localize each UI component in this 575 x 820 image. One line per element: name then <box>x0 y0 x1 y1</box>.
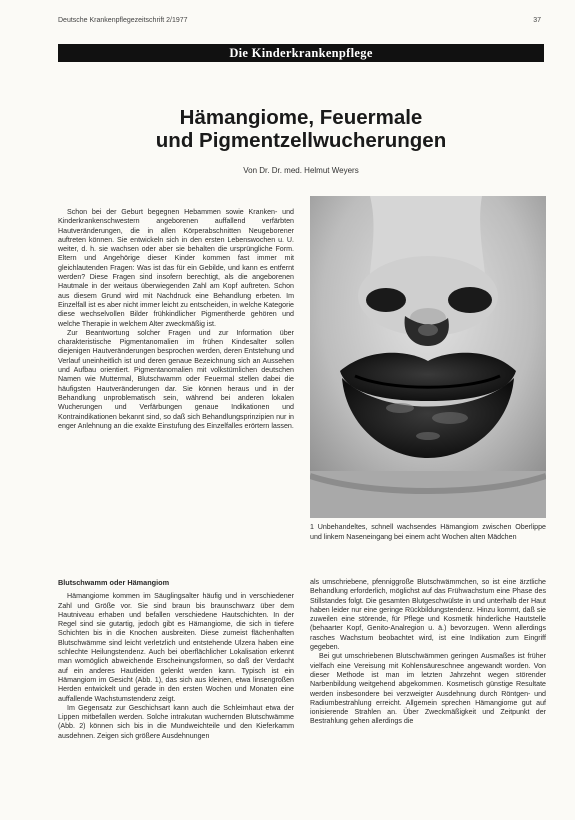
running-head <box>58 17 541 24</box>
article-title-line-2: und Pigmentzellwucherungen <box>155 129 447 152</box>
intro-paragraph-2: Zur Beantwortung solcher Fragen und zur Information über charakteristische Pigmentanomalien im frühen Kindesalter sollen diejenigen Hautveränderungen besprochen werden, deren Entstehung und Verlauf uneinheitlich ist und deren genaue Bezeichnung sich an Aussehen und Aufbau orientiert. Pigmentanomalien mit volkstümlichen deutschen Namen wie Muttermal, Blutschwamm oder Feuermal stellen dabei die häufigsten Hautveränderungen dar. Sie können heraus und in der Behandlung unproblematisch sein, während bei anderen lokalen Wucherungen und Verfärbungen genaue Indikationen und Kontraindikationen bekannt sind, so daß sich Behandlungsprinzipien nur in enger Anlehnung an die exakte Einstufung des Einzelfalles erörtern lassen. <box>58 328 294 430</box>
journal-name: Deutsche Krankenpflegezeitschrift 2/1977 <box>58 17 188 24</box>
intro-column <box>58 208 294 431</box>
figure-1-photo <box>310 196 546 518</box>
byline: Von Dr. Dr. med. Helmut Weyers <box>243 166 359 175</box>
right-paragraph-2: Bei gut umschriebenen Blutschwämmen geringen Ausmaßes ist früher vielfach eine Vereisung mit Kohlensäureschnee angewandt worden. Von dieser Methode ist man im letzten Jahrzehnt wegen störender Narbenbildung weitgehend abgekommen. Kosmetisch günstige Resultate werden insbesondere bei verzweigter Ausdehnung durch Röntgen- und Radiumbestrahlung erreicht. Allgemein sprechen Hämangiome gut auf ionisierende Strahlen an. Über Zweckmäßigkeit und Zeitpunkt der Bestrahlung gehen allerdings die <box>310 652 546 726</box>
article-title-line-1: Hämangiome, Feuermale <box>179 106 423 129</box>
face-photo-illustration <box>310 196 546 518</box>
article-title <box>58 106 544 152</box>
intro-paragraph-1: Schon bei der Geburt begegnen Hebammen sowie Kranken- und Kinderkrankenschwestern angeborenen auffallend verfärbten Hautveränderungen, die in allen Körperabschnitten Neugeborener auftreten können. Sie entwickeln sich in den ersten Lebenswochen u. U. weiter, d. h. sie wachsen oder aber sie behalten die ursprüngliche Form. Eltern und Angehörige dieser Kinder kommen fast immer mit gleichlautenden Fragen: Was ist das für ein Gebilde, und kann es entfernt werden? Diese Fragen sind insofern berechtigt, als die angeborenen Hautmale in der weitaus überwiegenden Zahl am Kopf auftreten. Schon aus diesem Grund wird mit Nachdruck eine Behandlung erbeten. Im Einzelfall ist es aber nicht immer leicht zu entscheiden, in welche Kategorie diese wechselvollen Bilder frühkindlicher Pigmentherde gehören und welche Therapie in welchem Alter zweckmäßig ist. <box>58 208 294 328</box>
section-banner-label: Die Kinderkrankenpflege <box>229 45 373 60</box>
section-paragraph-1: Hämangiome kommen im Säuglingsalter häufig und in verschiedener Zahl und Größe vor. Sie sind braun bis braunschwarz über dem Hautniveau erhaben und befallen verschiedene Hautschichten. In der Regel sind sie gutartig, jedoch gibt es Hämangiome, die sich in tiefere Schichten bis in die Knochen ausbreiten. Diese zumeist flächenhaften Blutschwämme sind leicht verletzlich und entstehende Ulzera haben eine schlechte Heilungstendenz. Auch bei oberflächlicher Lokalisation erkennt man womöglich abweichende Erscheinungsformen, so daß der Verdacht auf ein anderes Hautleiden gelenkt werden kann. Typisch ist ein Hämangiom im Gesicht (Abb. 1), das sich aus kleinen, etwa linsengroßen Herden entwickelt und gerade in den ersten Wochen und Monaten eine auffallende Wachstumstendenz zeigt. <box>58 592 294 703</box>
right-paragraph-1: als umschriebene, pfenniggroße Blutschwämmchen, so ist eine ärztliche Behandlung erforderlich, möglichst auf das Frühwachstum eine Phase des Stillstandes folgt. Die gesamten Blutgeschwülste in und unterhalb der Haut haben leider nur eine geringe Rückbildungstendenz. Hinzu kommt, daß sie zuweilen eine störende, für Pflege und Kosmetik hinderliche Hautstelle (behaarter Kopf, Genito-Analregion u. ä.) bevorzugen. Wenn allerdings rasches Wachstum beobachtet wird, ist eine Indikation zum Eingriff gegeben. <box>310 578 546 652</box>
section-banner <box>58 44 544 62</box>
section-heading: Blutschwamm oder Hämangiom <box>58 578 170 587</box>
section-column-right <box>310 578 546 727</box>
figure-1-caption: 1 Unbehandeltes, schnell wachsendes Hämangiom zwischen Oberlippe und linkem Naseneingang bei einem acht Wochen alten Mädchen <box>310 523 546 541</box>
section-column-left <box>58 578 294 741</box>
page-number: 37 <box>533 17 541 24</box>
section-paragraph-2: Im Gegensatz zur Geschichsart kann auch die Schleimhaut etwa der Lippen mitbefallen werden. Solche intrakutan wuchernden Blutschwämme (Abb. 2) können sich bis in die Mundweichteile und den Kieferkamm ausdehnen. Zeigen sich größere Ausdehnungen <box>58 703 294 740</box>
